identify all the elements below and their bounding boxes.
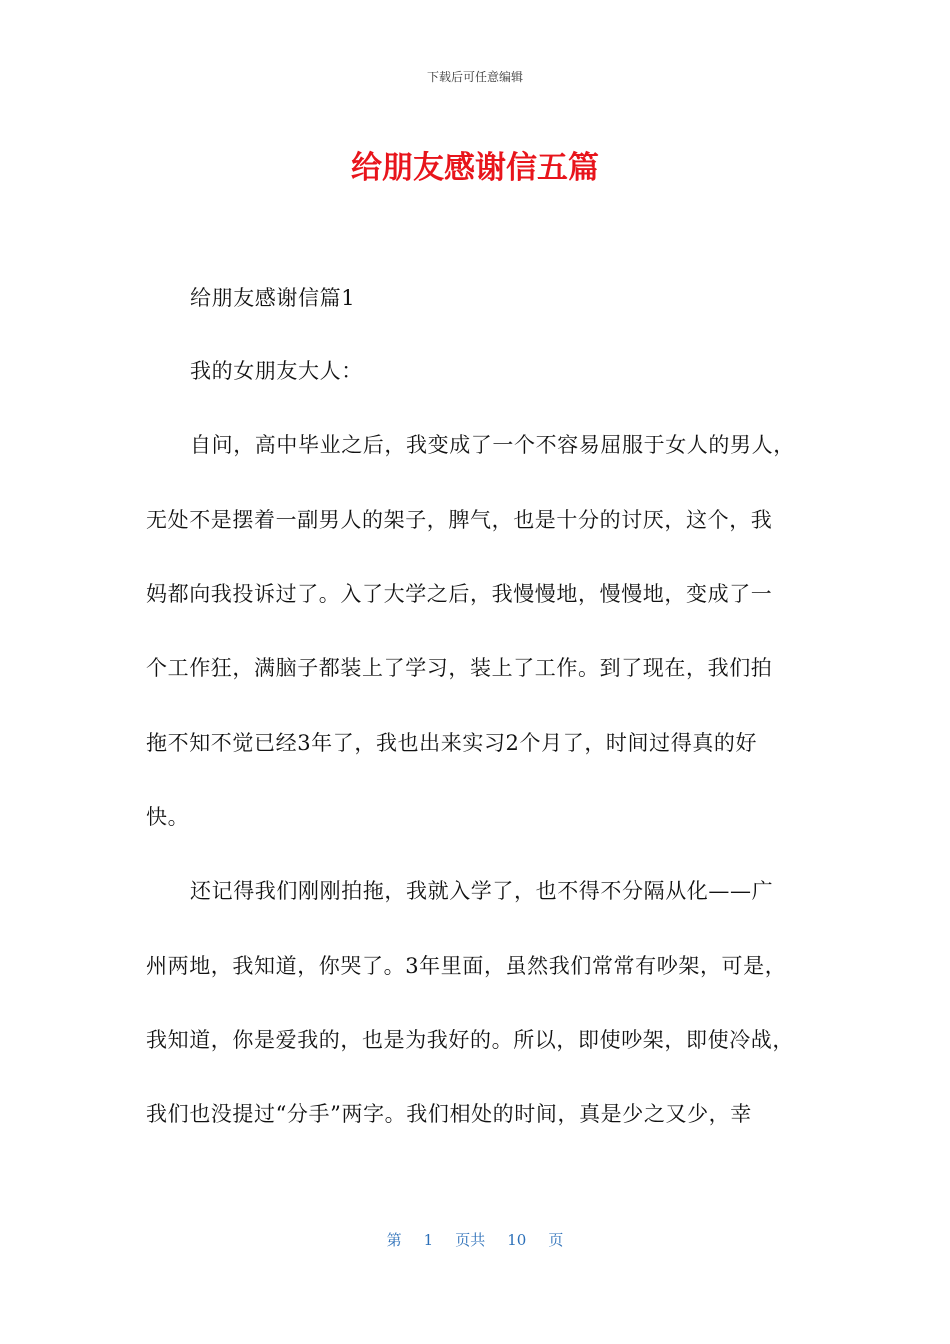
body-line: 还记得我们刚刚拍拖，我就入学了，也不得不分隔从化——广 [190,879,774,903]
document-title: 给朋友感谢信五篇 [351,150,599,186]
section-heading: 给朋友感谢信篇1 [190,286,356,310]
salutation: 我的女朋友大人： [190,359,363,383]
page-label-mid: 页共 [455,1231,486,1249]
body-line: 个工作狂，满脑子都装上了学习，装上了工作。到了现在，我们拍 [146,656,773,680]
page-label-prefix: 第 [386,1231,402,1249]
body-line: 自问，高中毕业之后，我变成了一个不容易屈服于女人的男人， [190,433,795,457]
body-line: 我们也没提过“分手”两字。我们相处的时间，真是少之又少，幸 [146,1102,752,1126]
page-footer [0,1229,950,1250]
body-line: 州两地，我知道，你哭了。3年里面，虽然我们常常有吵架，可是， [146,954,787,978]
page-number: 1 [423,1231,434,1249]
header-note: 下载后可任意编辑 [426,70,523,84]
body-line: 拖不知不觉已经3年了，我也出来实习2个月了，时间过得真的好 [146,731,758,755]
body-line: 妈都向我投诉过了。入了大学之后，我慢慢地，慢慢地，变成了一 [146,582,773,606]
total-pages: 10 [507,1231,527,1249]
body-line: 我知道，你是爱我的，也是为我好的。所以，即使吵架，即使冷战， [146,1028,794,1052]
body-line: 快。 [146,805,190,829]
body-line: 无处不是摆着一副男人的架子，脾气，也是十分的讨厌，这个，我 [146,508,773,532]
page-label-suffix: 页 [548,1231,564,1249]
